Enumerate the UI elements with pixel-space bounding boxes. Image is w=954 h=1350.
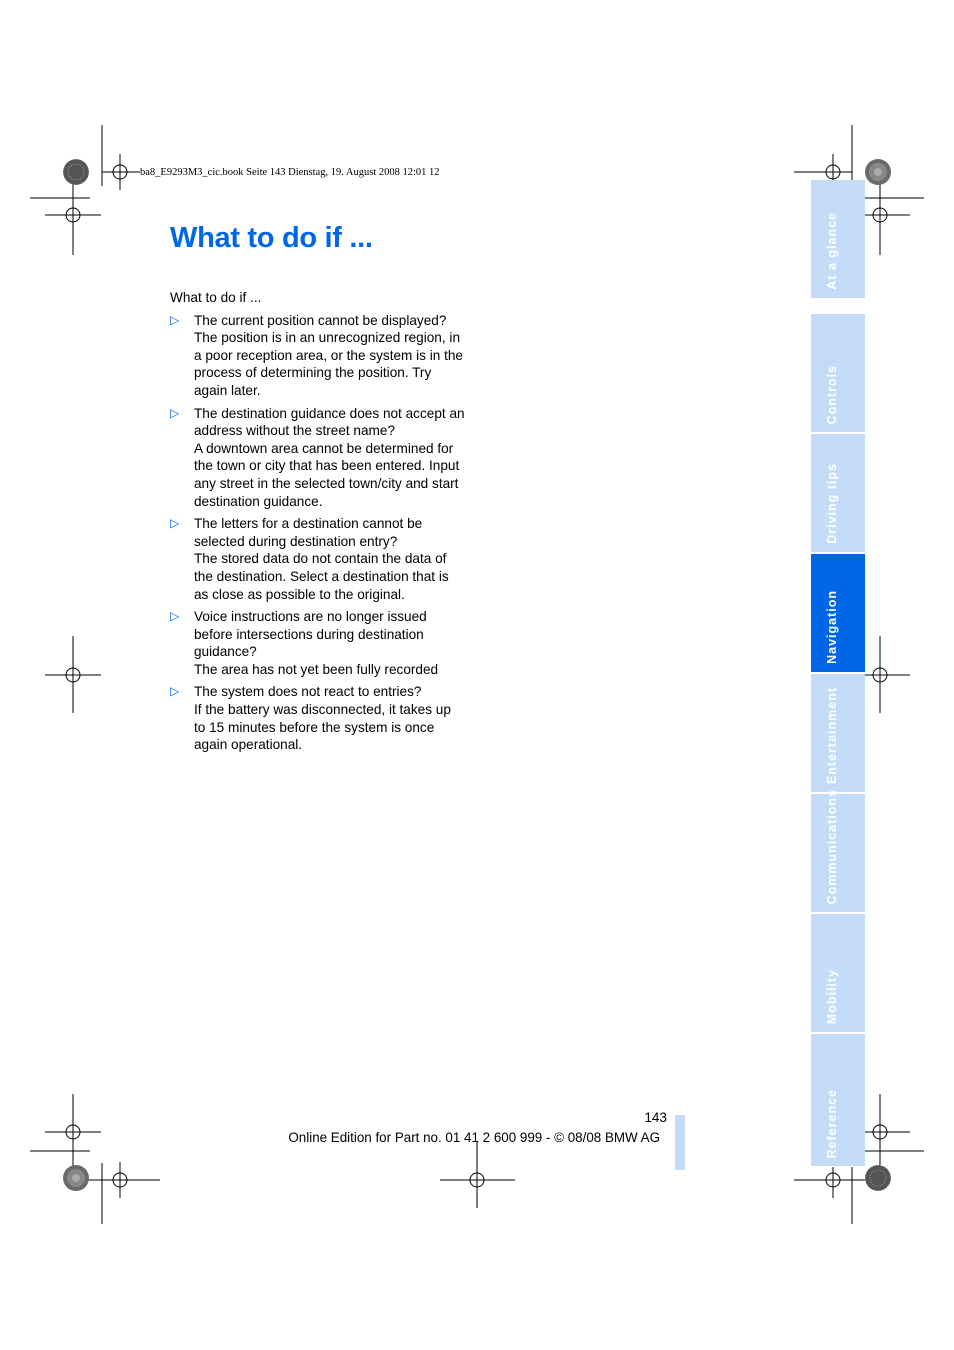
crosshair-icon [45,1094,101,1170]
item-question: The system does not react to entries? [194,684,422,700]
crosshair-icon [45,180,101,255]
page-marker-bar [675,1115,685,1170]
tab-reference[interactable] [811,1034,865,1167]
footer-edition-note: Online Edition for Part no. 01 41 2 600 999 - © 08/08 BMW AG [288,1130,660,1145]
crosshair-icon [80,1162,160,1198]
item-answer: The stored data do not contain the data of the destination. Select a destination that is as close as possible to the original. [194,551,449,602]
item-question: Voice instructions are no longer issued before intersections during destination guidance? [194,609,427,660]
page-number: 143 [644,1110,667,1125]
tab-label: Reference [825,1088,839,1158]
item-question: The destination guidance does not accept an address without the street name? [194,405,465,439]
main-content [170,289,465,759]
item-answer: If the battery was disconnected, it takes up to 15 minutes before the system is once again operational. [194,702,451,753]
tab-entertainment[interactable] [811,674,865,793]
chapter-tab-sidebar [811,180,865,1167]
tab-label: At a glance [825,212,839,290]
print-header: ba8_E9293M3_cic.book Seite 143 Dienstag, 19. August 2008 12:01 12 [140,167,440,178]
tab-label: Driving tips [825,463,839,544]
list-item [170,312,465,400]
list-item [170,515,465,603]
intro-text: What to do if ... [170,290,262,305]
item-question: The current position cannot be displayed? [194,312,447,328]
tab-controls[interactable] [811,314,865,433]
triangle-bullet-icon: ▷ [170,405,180,420]
tab-label: Entertainment [825,686,839,784]
triangle-bullet-icon: ▷ [170,684,180,699]
tab-label: Navigation [825,590,839,664]
starburst-icon [63,1165,89,1191]
item-answer: The area has not yet been fully recorded [194,661,439,677]
list-item [170,683,465,753]
triangle-bullet-icon: ▷ [170,312,180,327]
tab-label: Communications [825,788,839,904]
starburst-icon [865,1165,891,1191]
list-item [170,405,465,511]
tab-driving-tips[interactable] [811,434,865,553]
item-answer: A downtown area cannot be determined for the town or city that has been entered. Input any street in the selected town/city and start destination guidance. [194,440,460,509]
starburst-icon [865,159,891,185]
tab-mobility[interactable] [811,914,865,1033]
crosshair-icon [45,636,101,713]
crosshair-icon [102,154,140,190]
item-answer: The position is in an unrecognized region, in a poor reception area, or the system is in the process of determining the position. Try again later. [194,330,463,398]
triangle-bullet-icon: ▷ [170,609,180,624]
starburst-icon [63,159,89,185]
tab-communications[interactable] [811,788,865,913]
tab-at-a-glance[interactable] [811,180,865,299]
crosshair-icon [440,1142,515,1208]
item-question: The letters for a destination cannot be selected during destination entry? [194,516,423,549]
tab-navigation[interactable] [811,554,865,673]
triangle-bullet-icon: ▷ [170,516,180,531]
tab-label: Controls [825,364,839,424]
crosshair-icon [794,1162,872,1198]
list-item [170,608,465,678]
page-title: What to do if ... [170,222,373,254]
tab-label: Mobility [825,968,839,1024]
